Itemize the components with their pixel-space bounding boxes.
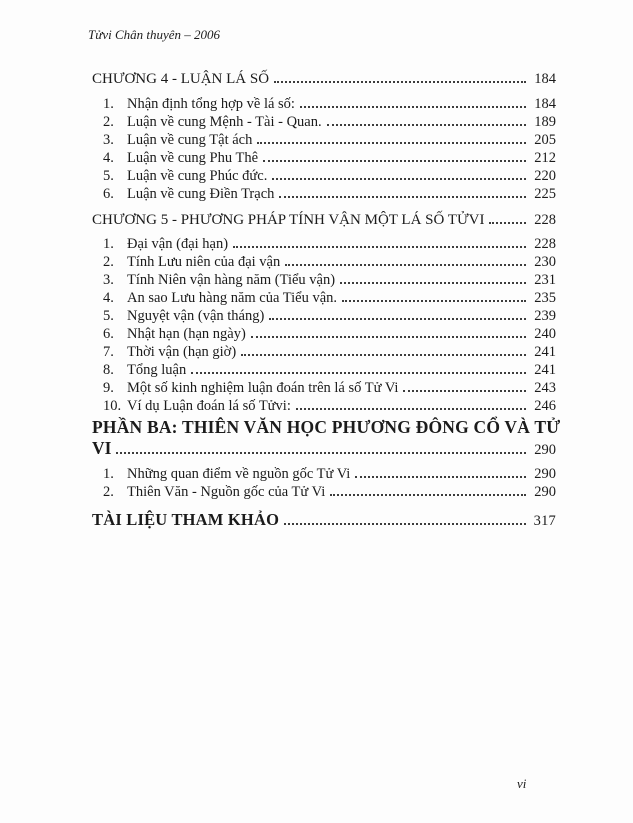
dot-leader bbox=[300, 106, 526, 108]
toc-item-page: 230 bbox=[534, 254, 556, 270]
chapter4-title: CHƯƠNG 4 - LUẬN LÁ SỐ bbox=[92, 71, 270, 87]
dot-leader bbox=[285, 264, 526, 266]
toc-item-number: 1. bbox=[103, 236, 114, 252]
toc-item bbox=[103, 253, 556, 271]
dot-leader bbox=[241, 354, 526, 356]
toc-item-number: 3. bbox=[103, 272, 114, 288]
toc-item-page: 241 bbox=[534, 344, 556, 360]
toc-item-label: Những quan điểm về nguồn gốc Tử Vi bbox=[127, 466, 351, 482]
toc-item-page: 243 bbox=[534, 380, 556, 396]
dot-leader bbox=[489, 222, 526, 224]
toc-item-label: Tính Lưu niên của đại vận bbox=[127, 254, 281, 270]
dot-leader bbox=[403, 390, 526, 392]
running-header: Tửvi Chân thuyên – 2006 bbox=[88, 27, 221, 42]
toc-item-number: 4. bbox=[103, 290, 114, 306]
toc-item-label: Tính Niên vận hàng năm (Tiểu vận) bbox=[127, 272, 336, 288]
toc-item bbox=[103, 271, 556, 289]
toc-item-page: 241 bbox=[534, 362, 556, 378]
dot-leader bbox=[279, 196, 526, 198]
dot-leader bbox=[263, 160, 526, 162]
toc-item-number: 3. bbox=[103, 132, 114, 148]
toc-item-label: Ví dụ Luận đoán lá số Tửvi: bbox=[127, 398, 291, 414]
toc-item-number: 5. bbox=[103, 168, 114, 184]
references-heading bbox=[92, 509, 556, 532]
toc-item-page: 246 bbox=[534, 398, 556, 414]
chapter4-page: 184 bbox=[534, 71, 556, 87]
dot-leader bbox=[355, 476, 526, 478]
dot-leader bbox=[327, 124, 526, 126]
toc-item-label: Luận về cung Điền Trạch bbox=[127, 186, 275, 202]
toc-item-label: Thiên Văn - Nguồn gốc của Tử Vi bbox=[127, 484, 326, 500]
toc-item bbox=[103, 113, 556, 131]
dot-leader bbox=[116, 452, 526, 454]
toc-item bbox=[103, 307, 556, 325]
toc-item-number: 1. bbox=[103, 466, 114, 482]
dot-leader bbox=[233, 246, 526, 248]
part3-items bbox=[92, 465, 556, 501]
toc-item-number: 2. bbox=[103, 114, 114, 130]
chapter5-heading bbox=[92, 210, 556, 230]
chapter5-title: CHƯƠNG 5 - PHƯƠNG PHÁP TÍNH VẬN MỘT LÁ SỐ TỬVI bbox=[92, 212, 485, 228]
toc-item-page: 228 bbox=[534, 236, 556, 252]
toc-item-label: An sao Lưu hàng năm của Tiểu vận. bbox=[127, 290, 338, 306]
toc-item bbox=[103, 149, 556, 167]
toc-item-number: 2. bbox=[103, 484, 114, 500]
toc-item-number: 8. bbox=[103, 362, 114, 378]
toc-item-page: 290 bbox=[534, 484, 556, 500]
dot-leader bbox=[342, 300, 526, 302]
toc-item-page: 290 bbox=[534, 466, 556, 482]
toc-item-number: 7. bbox=[103, 344, 114, 360]
dot-leader bbox=[191, 372, 526, 374]
toc-item-label: Nguyệt vận (vận tháng) bbox=[127, 308, 265, 324]
dot-leader bbox=[284, 523, 526, 525]
dot-leader bbox=[269, 318, 526, 320]
toc-item bbox=[103, 185, 556, 203]
toc-item-number: 9. bbox=[103, 380, 114, 396]
toc-item-page: 184 bbox=[534, 96, 556, 112]
toc-item bbox=[103, 361, 556, 379]
toc-item-number: 1. bbox=[103, 96, 114, 112]
chapter5-items bbox=[92, 235, 556, 415]
toc-item-page: 205 bbox=[534, 132, 556, 148]
toc-item-label: Thời vận (hạn giờ) bbox=[127, 344, 237, 360]
toc-item-number: 6. bbox=[103, 326, 114, 342]
dot-leader bbox=[296, 408, 526, 410]
toc-item bbox=[103, 235, 556, 253]
dot-leader bbox=[251, 336, 526, 338]
toc-item-label: Luận về cung Mệnh - Tài - Quan. bbox=[127, 114, 322, 130]
toc-item-page: 231 bbox=[534, 272, 556, 288]
toc-item bbox=[103, 325, 556, 343]
toc-item bbox=[103, 131, 556, 149]
toc-item bbox=[103, 289, 556, 307]
toc-item-page: 189 bbox=[534, 114, 556, 130]
toc-item-page: 220 bbox=[534, 168, 556, 184]
toc-item-number: 5. bbox=[103, 308, 114, 324]
toc-item-label: Tổng luận bbox=[127, 362, 187, 378]
toc-item-label: Luận về cung Phu Thê bbox=[127, 150, 259, 166]
toc-item bbox=[103, 167, 556, 185]
toc-item-label: Luận về cung Tật ách bbox=[127, 132, 253, 148]
toc-item-number: 4. bbox=[103, 150, 114, 166]
toc-item bbox=[103, 465, 556, 483]
references-page: 317 bbox=[533, 513, 556, 529]
references-title: TÀI LIỆU THAM KHẢO bbox=[92, 510, 280, 529]
toc-item-page: 212 bbox=[534, 150, 556, 166]
toc-item-label: Nhật hạn (hạn ngày) bbox=[127, 326, 246, 342]
toc-item-label: Đại vận (đại hạn) bbox=[127, 236, 229, 252]
part3-page: 290 bbox=[534, 442, 556, 458]
dot-leader bbox=[340, 282, 526, 284]
chapter4-heading bbox=[92, 69, 556, 89]
toc-item-page: 225 bbox=[534, 186, 556, 202]
chapter4-items bbox=[92, 95, 556, 203]
toc-item bbox=[103, 343, 556, 361]
part3-title-line2-text: VI bbox=[92, 438, 112, 458]
toc-item-page: 240 bbox=[534, 326, 556, 342]
toc-item bbox=[103, 397, 556, 415]
toc-item bbox=[103, 95, 556, 113]
dot-leader bbox=[257, 142, 526, 144]
chapter5-page: 228 bbox=[534, 212, 556, 228]
page-number-footer: vi bbox=[517, 776, 527, 791]
part3-title-line1: PHẦN BA: THIÊN VĂN HỌC PHƯƠNG ĐÔNG CỔ VÀ TỬ bbox=[92, 417, 561, 437]
toc-item bbox=[103, 483, 556, 501]
toc-item-number: 2. bbox=[103, 254, 114, 270]
toc-item bbox=[103, 379, 556, 397]
part3-title-line2 bbox=[92, 438, 556, 461]
dot-leader bbox=[274, 81, 526, 83]
toc-item-number: 10. bbox=[103, 398, 122, 414]
toc-item-label: Một số kinh nghiệm luận đoán trên lá số Tử Vi bbox=[127, 380, 399, 396]
toc-item-label: Luận về cung Phúc đức. bbox=[127, 168, 268, 184]
toc-item-page: 239 bbox=[534, 308, 556, 324]
toc-item-label: Nhận định tổng hợp về lá số: bbox=[127, 96, 295, 112]
dot-leader bbox=[330, 494, 526, 496]
dot-leader bbox=[272, 178, 526, 180]
toc-item-number: 6. bbox=[103, 186, 114, 202]
toc-item-page: 235 bbox=[534, 290, 556, 306]
